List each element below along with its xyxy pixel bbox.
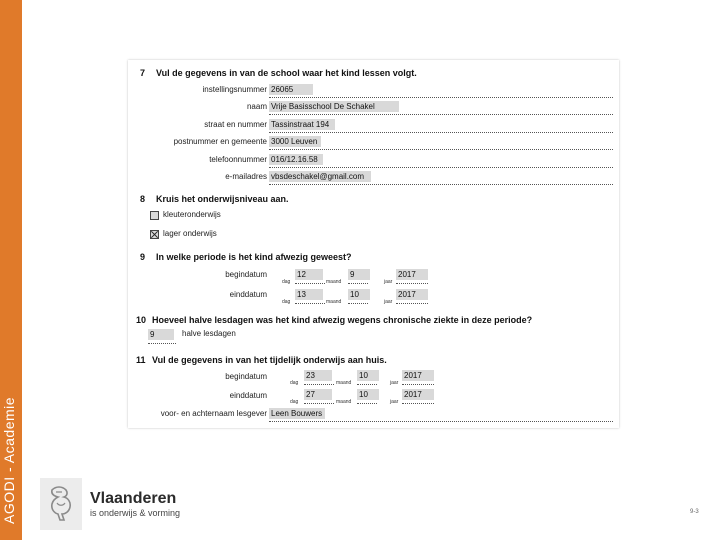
dotted-line [402,403,434,404]
label-postnummer: postnummer en gemeente [173,137,267,146]
question-9-title [140,252,352,262]
sidebar-band [0,0,22,540]
field-les-end-year[interactable]: 2017 [402,389,434,400]
dotted-line [269,184,613,185]
question-number: 7 [140,68,146,78]
label-naam: naam [246,102,267,111]
unit-label: maand [326,299,342,305]
question-number: 9 [140,252,146,262]
page-number: 9-3 [690,509,699,515]
brand-subtitle: is onderwijs & vorming [90,508,181,518]
unit-label: jaar [390,380,399,386]
field-halve-lesdagen[interactable]: 9 [148,329,174,340]
checkbox-lager-onderwijs[interactable] [150,230,159,239]
dotted-line [295,303,325,304]
question-text: Hoeveel halve lesdagen was het kind afwezig wegens chronische ziekte in deze periode? [152,315,533,325]
field-end-year[interactable]: 2017 [396,289,428,300]
form-page [128,60,619,428]
brand-name: Vlaanderen [90,490,177,507]
question-number: 11 [136,355,146,365]
label-instellingsnummer: instellingsnummer [202,85,267,94]
label-emailadres: e-mailadres [225,172,267,181]
field-begin-month[interactable]: 9 [348,269,370,280]
unit-label: dag [282,279,291,285]
sidebar-title: AGODI - Academie [1,396,17,524]
label-begindatum: begindatum [225,270,267,279]
question-11-title [136,355,387,365]
dotted-line [402,384,434,385]
unit-label: maand [336,399,352,405]
unit-label: jaar [384,299,393,305]
field-les-begin-month[interactable]: 10 [357,370,379,381]
dotted-line [269,421,613,422]
vlaanderen-lion-logo [40,478,82,530]
dotted-line [357,384,377,385]
field-begin-year[interactable]: 2017 [396,269,428,280]
dotted-line [304,384,334,385]
field-les-end-day[interactable]: 27 [304,389,332,400]
dotted-line [269,132,613,133]
unit-label: dag [290,380,299,386]
field-postnummer[interactable]: 3000 Leuven [269,136,321,147]
field-end-month[interactable]: 10 [348,289,370,300]
question-10-title [136,315,532,325]
dotted-line [269,167,613,168]
question-7-title [140,68,417,78]
label-einddatum: einddatum [229,391,267,400]
question-text: In welke periode is het kind afwezig geweest? [156,252,352,262]
lion-icon [40,478,82,530]
dotted-line [269,114,613,115]
field-end-day[interactable]: 13 [295,289,323,300]
unit-label: jaar [384,279,393,285]
dotted-line [304,403,334,404]
field-emailadres[interactable]: vbsdeschakel@gmail.com [269,171,371,182]
field-les-end-month[interactable]: 10 [357,389,379,400]
unit-label: maand [336,380,352,386]
label-einddatum: einddatum [229,290,267,299]
dotted-line [148,343,176,344]
dotted-line [269,97,613,98]
question-number: 10 [136,315,147,325]
field-lesgever[interactable]: Leen Bouwers [269,408,325,419]
field-begin-day[interactable]: 12 [295,269,323,280]
field-straat[interactable]: Tassinstraat 194 [269,119,335,130]
checkbox-kleuteronderwijs[interactable] [150,211,159,220]
question-text: Vul de gegevens in van het tijdelijk onderwijs aan huis. [152,355,387,365]
dotted-line [295,283,325,284]
unit-label: maand [326,279,342,285]
dotted-line [357,403,377,404]
unit-label: jaar [390,399,399,405]
field-instellingsnummer[interactable]: 26065 [269,84,313,95]
question-8-title [140,194,289,204]
unit-label: dag [290,399,299,405]
dotted-line [396,283,428,284]
dotted-line [269,149,613,150]
field-naam[interactable]: Vrije Basisschool De Schakel [269,101,399,112]
dotted-line [348,303,368,304]
field-les-begin-day[interactable]: 23 [304,370,332,381]
question-text: Kruis het onderwijsniveau aan. [156,194,289,204]
dotted-line [396,303,428,304]
label-telefoonnummer: telefoonnummer [209,155,267,164]
checkbox-label: kleuteronderwijs [163,210,221,219]
unit-halve-lesdagen: halve lesdagen [182,329,236,338]
label-begindatum: begindatum [225,372,267,381]
dotted-line [348,283,368,284]
field-les-begin-year[interactable]: 2017 [402,370,434,381]
label-straat: straat en nummer [204,120,267,129]
question-number: 8 [140,194,146,204]
label-lesgever: voor- en achternaam lesgever [160,409,267,418]
unit-label: dag [282,299,291,305]
checkbox-label: lager onderwijs [163,229,217,238]
question-text: Vul de gegevens in van de school waar het kind lessen volgt. [156,68,417,78]
field-telefoonnummer[interactable]: 016/12.16.58 [269,154,323,165]
